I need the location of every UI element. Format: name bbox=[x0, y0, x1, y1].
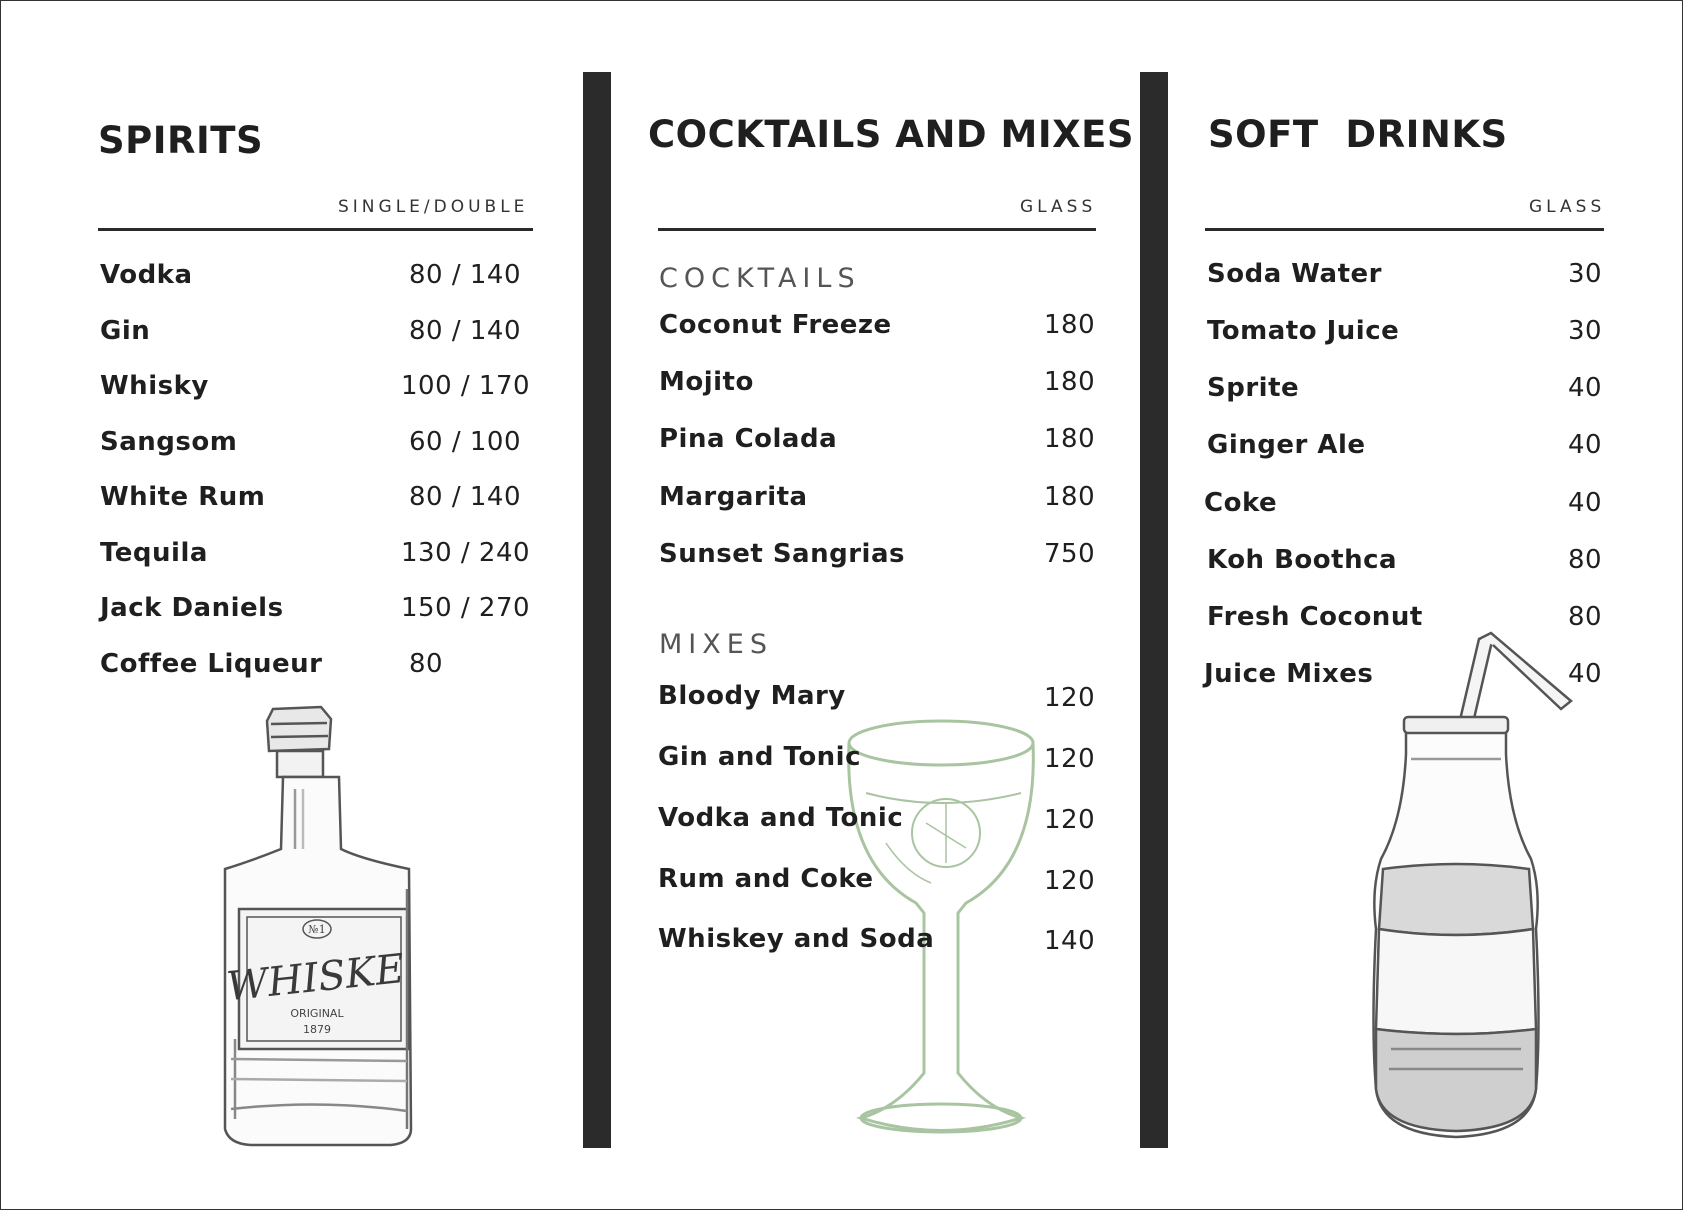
soda-bottle-with-straw-illustration bbox=[1361, 629, 1581, 1149]
soft-drink-item-name: Juice Mixes bbox=[1204, 659, 1374, 689]
soft-drink-item-name: Coke bbox=[1204, 488, 1278, 518]
spirits-item-price: 100 / 170 bbox=[401, 371, 531, 401]
spirits-item-name: White Rum bbox=[100, 482, 266, 512]
bottle-brand-text: WHISKE bbox=[224, 945, 407, 1011]
spirits-item-price: 80 / 140 bbox=[409, 316, 521, 346]
mixes-subheading: MIXES bbox=[659, 629, 773, 660]
soft-drink-item-price: 30 bbox=[1568, 259, 1603, 289]
cocktails-subheading: COCKTAILS bbox=[659, 263, 861, 294]
soft-drink-item-price: 40 bbox=[1568, 659, 1603, 689]
cocktails-rule bbox=[658, 228, 1096, 231]
spirits-column-header: SINGLE/DOUBLE bbox=[338, 197, 529, 217]
spirits-item-name: Jack Daniels bbox=[100, 593, 284, 623]
column-divider-right bbox=[1140, 72, 1168, 1148]
spirits-item-name: Coffee Liqueur bbox=[100, 649, 323, 679]
spirits-title: SPIRITS bbox=[98, 119, 264, 162]
soft-drink-item-price: 80 bbox=[1568, 545, 1603, 575]
spirits-item-price: 80 / 140 bbox=[409, 260, 521, 290]
cocktails-column-header: GLASS bbox=[1020, 197, 1097, 217]
mix-item-name: Bloody Mary bbox=[658, 681, 846, 711]
cocktail-item-name: Sunset Sangrias bbox=[659, 539, 905, 569]
mix-item-price: 120 bbox=[1044, 805, 1096, 835]
cocktail-item-price: 180 bbox=[1044, 424, 1096, 454]
spirits-item-name: Sangsom bbox=[100, 427, 238, 457]
cocktail-item-name: Pina Colada bbox=[659, 424, 838, 454]
spirits-item-price: 60 / 100 bbox=[409, 427, 521, 457]
spirits-item-name: Vodka bbox=[100, 260, 193, 290]
soft-drink-item-name: Sprite bbox=[1207, 373, 1300, 403]
whisky-bottle-illustration bbox=[211, 699, 441, 1149]
bottle-badge-text: №1 bbox=[308, 923, 326, 936]
cocktail-item-name: Mojito bbox=[659, 367, 754, 397]
soft-drinks-rule bbox=[1205, 228, 1604, 231]
spirits-item-price: 80 bbox=[409, 649, 444, 679]
mix-item-price: 140 bbox=[1044, 926, 1096, 956]
mix-item-name: Gin and Tonic bbox=[658, 742, 862, 772]
mix-item-name: Vodka and Tonic bbox=[658, 803, 904, 833]
mix-item-name: Whiskey and Soda bbox=[658, 924, 935, 954]
cocktail-item-price: 750 bbox=[1044, 539, 1096, 569]
mix-item-name: Rum and Coke bbox=[658, 864, 874, 894]
soft-drinks-column-header: GLASS bbox=[1529, 197, 1606, 217]
cocktails-title: COCKTAILS AND MIXES bbox=[648, 113, 1135, 156]
spirits-item-price: 130 / 240 bbox=[401, 538, 531, 568]
soft-drink-item-price: 30 bbox=[1568, 316, 1603, 346]
cocktail-item-name: Margarita bbox=[659, 482, 808, 512]
spirits-item-name: Tequila bbox=[100, 538, 208, 568]
bottle-sub-text: ORIGINAL bbox=[290, 1007, 344, 1020]
spirits-item-price: 80 / 140 bbox=[409, 482, 521, 512]
cocktail-item-name: Coconut Freeze bbox=[659, 310, 892, 340]
mix-item-price: 120 bbox=[1044, 744, 1096, 774]
soft-drink-item-name: Fresh Coconut bbox=[1207, 602, 1423, 632]
soft-drink-item-name: Ginger Ale bbox=[1207, 430, 1366, 460]
soft-drink-item-price: 80 bbox=[1568, 602, 1603, 632]
spirits-rule bbox=[98, 228, 533, 231]
cocktail-item-price: 180 bbox=[1044, 367, 1096, 397]
spirits-item-name: Whisky bbox=[100, 371, 209, 401]
soft-drink-item-name: Tomato Juice bbox=[1207, 316, 1400, 346]
mix-item-price: 120 bbox=[1044, 866, 1096, 896]
cocktail-item-price: 180 bbox=[1044, 482, 1096, 512]
soft-drink-item-price: 40 bbox=[1568, 488, 1603, 518]
cocktail-item-price: 180 bbox=[1044, 310, 1096, 340]
soft-drink-item-price: 40 bbox=[1568, 373, 1603, 403]
bottle-year-text: 1879 bbox=[303, 1023, 331, 1036]
spirits-item-price: 150 / 270 bbox=[401, 593, 531, 623]
soft-drinks-title: SOFT DRINKS bbox=[1208, 113, 1508, 156]
spirits-item-name: Gin bbox=[100, 316, 151, 346]
column-divider-left bbox=[583, 72, 611, 1148]
soft-drink-item-name: Soda Water bbox=[1207, 259, 1382, 289]
soft-drink-item-name: Koh Boothca bbox=[1207, 545, 1398, 575]
mix-item-price: 120 bbox=[1044, 683, 1096, 713]
soft-drink-item-price: 40 bbox=[1568, 430, 1603, 460]
